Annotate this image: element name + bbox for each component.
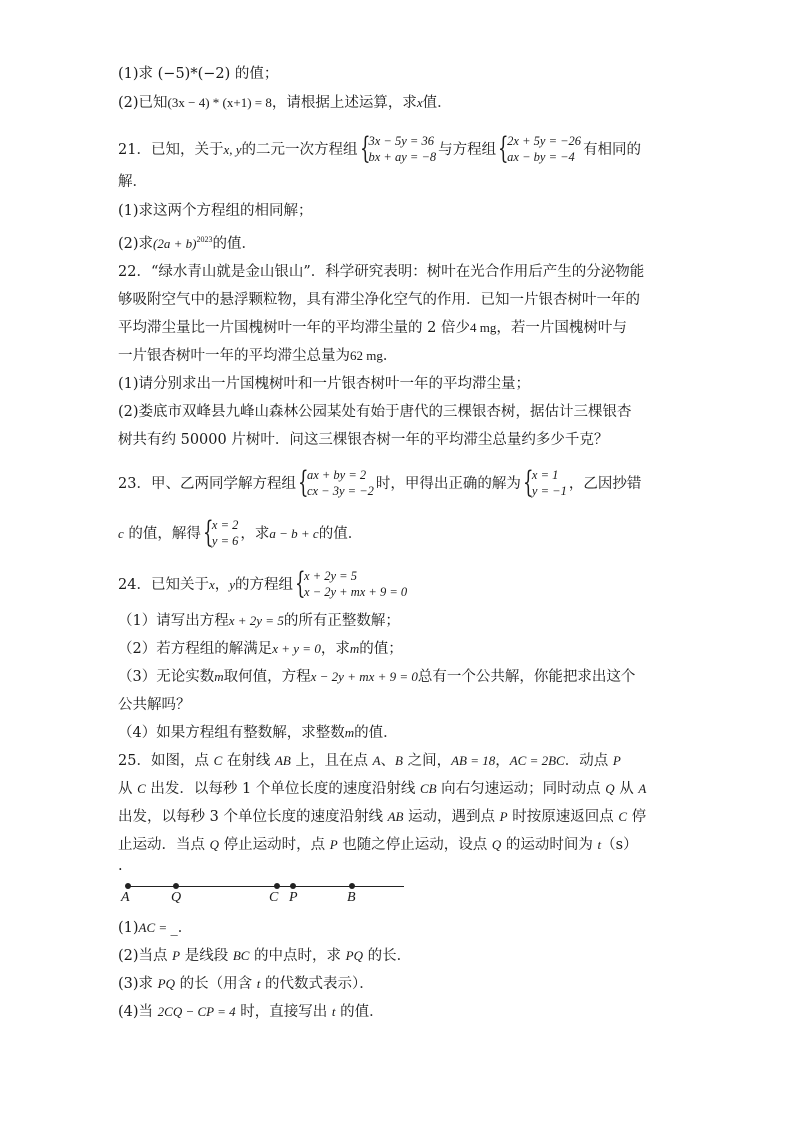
q24-part3	[118, 667, 635, 687]
q25-ray-diagram	[118, 878, 418, 908]
q22-line4-b: ．	[382, 348, 398, 364]
point-b-dot	[349, 883, 355, 889]
q22-line2	[118, 290, 640, 310]
q25-p2-pq: PQ	[345, 948, 364, 963]
q20-part2	[118, 93, 452, 113]
q22-part2-line2-text: 树共有约 50000 片树叶．问这三棵银杏树一年的平均滞尘总量约多少千克？	[118, 432, 609, 448]
q25-l1-h: AC = 2BC	[509, 753, 565, 768]
q24-sys-eq2: x − 2y + mx + 9 = 0	[304, 585, 408, 599]
point-a-dot	[125, 883, 131, 889]
q24-var-y: y	[229, 577, 236, 592]
q24-var-x: x	[208, 577, 215, 592]
q20-part1	[118, 64, 278, 84]
q24-part2-b: ，求	[320, 641, 350, 657]
q24-part1-b: 的所有正整数解；	[283, 613, 400, 629]
q24-part4-a: （4）如果方程组有整数解，求整数	[118, 725, 345, 741]
q24-part3-c: 总有一个公共解，你能把求出这个	[417, 669, 636, 685]
q25-l3-b: 运动，遇到点	[403, 809, 500, 825]
q23-post: ，乙因抄错	[568, 476, 642, 492]
q25-l1-a-pt: A	[372, 753, 381, 768]
q21-post: 有相同的	[583, 142, 642, 158]
q25-p1-expr: AC =	[138, 920, 171, 935]
point-c-label: C	[269, 890, 279, 905]
q25-l4-c: 也随之停止运动，设点	[337, 837, 492, 853]
q24-system: { x + 2y = 5 x − 2y + mx + 9 = 0	[295, 566, 408, 601]
point-q-label: Q	[171, 890, 182, 905]
q25-p2-c: 的中点时，求	[249, 948, 346, 964]
q25-p3-c: 的代数式表示）．	[260, 976, 374, 992]
q25-line1	[118, 751, 621, 771]
q24-part2-expr: x + y = 0	[272, 641, 321, 656]
q24-part4-b: 的值．	[354, 725, 398, 741]
q25-l1-e: 之间，	[402, 753, 452, 769]
q20-part2-pre: (2)已知	[118, 95, 168, 111]
q25-l1-f: AB = 18	[451, 753, 496, 768]
q20-part2-post: ，请根据上述运算，求	[271, 95, 417, 111]
q23-system: { ax + by = 2 cx − 3y = −2	[297, 465, 374, 500]
q23-line2-b: ，求	[240, 526, 270, 542]
q24-part3-a: （3）无论实数	[118, 669, 215, 685]
q21-line2	[118, 172, 147, 192]
q25-p2-p: P	[172, 948, 181, 963]
point-p-label: P	[289, 890, 298, 905]
point-p-dot	[290, 883, 296, 889]
q25-p4-b: 时，直接写出	[235, 1004, 332, 1020]
q25-p4-t: t	[331, 1004, 336, 1019]
q21-sys1-eq2: bx + ay = −8	[368, 150, 437, 164]
point-a-label: A	[121, 890, 130, 905]
q21-sys2-eq2: ax − by = −4	[507, 150, 575, 164]
q25-l4-q: Q	[209, 837, 219, 852]
q21-sys2-eq1: 2x + 5y = −26	[507, 134, 582, 148]
q21-stem	[118, 133, 641, 167]
q25-l1-b-pt: B	[395, 753, 403, 768]
q21-pre: 21．已知，关于	[118, 142, 224, 158]
q21-part2-exp: 2023	[196, 235, 213, 244]
q24-part1-a: （1）请写出方程	[118, 613, 229, 629]
q25-p4-c: 的值．	[335, 1004, 384, 1020]
q24-part2	[118, 639, 403, 659]
q25-l3-p: P	[499, 809, 508, 824]
q20-part1-text: (1)求 (−5)*(−2) 的值；	[118, 66, 279, 82]
q22-line4-a: 一片银杏树叶一年的平均滞尘总量为	[118, 348, 350, 364]
q22-part2-line1	[118, 402, 632, 422]
q22-part2-line1-text: (2)娄底市双峰县九峰山森林公园某处有始于唐代的三棵银杏树，据估计三棵银杏	[118, 404, 632, 420]
q22-line1-text: 22．“绿水青山就是金山银山”．科学研究表明：树叶在光合作用后产生的分泌物能	[118, 264, 645, 280]
q22-line3-b: ，若一片国槐树叶与	[496, 320, 627, 336]
q25-l4-a: 止运动．当点	[118, 837, 210, 853]
q25-p4-a: (4)当	[118, 1004, 158, 1020]
q21-line2-text: 解．	[118, 174, 147, 190]
q24-post: 的方程组	[235, 577, 294, 593]
q24-part4	[118, 723, 398, 743]
q21-part1	[118, 201, 313, 221]
q24-part3-line2	[118, 695, 191, 715]
q25-l1-p: P	[612, 753, 621, 768]
q25-line5-text: .	[118, 858, 123, 874]
q24-part3-expr: x − 2y + mx + 9 = 0	[310, 669, 418, 684]
q23-solution-2: { x = 2 y = 6	[202, 515, 239, 550]
q24-part1	[118, 611, 400, 631]
q21-part2-post: 的值．	[212, 235, 256, 252]
q23-line2-var: c	[118, 526, 124, 541]
q25-l4-t: t	[597, 837, 602, 852]
q20-part2-end: 值．	[422, 95, 452, 111]
q23-sol1-x: x = 1	[531, 468, 559, 482]
q25-p3-t: t	[256, 976, 261, 991]
q24-part2-a: （2）若方程组的解满足	[118, 641, 273, 657]
q25-l4-q2: Q	[491, 837, 502, 852]
q21-mid1: 的二元一次方程组	[241, 142, 358, 158]
q25-line2	[118, 779, 646, 799]
q21-part2-base: (2a + b)	[153, 235, 197, 251]
q22-line2-text: 够吸附空气中的悬浮颗粒物，具有滞尘净化空气的作用．已知一片银杏树叶一年的	[118, 292, 640, 308]
q24-mid: ，	[214, 577, 230, 593]
q25-l4-e: （s）	[601, 837, 638, 853]
q25-l2-d: 从	[614, 781, 639, 797]
q25-l2-a-pt: A	[638, 781, 647, 796]
q25-l3-a: 出发，以每秒 3 个单位长度的速度沿射线	[118, 809, 388, 825]
q23-line2-c: 的值．	[318, 526, 363, 542]
point-c-dot	[274, 883, 280, 889]
q25-l3-c: 时按原速返回点	[507, 809, 619, 825]
q24-part4-var: m	[344, 725, 355, 740]
q25-l2-q: Q	[605, 781, 615, 796]
q22-part1-text: (1)请分别求出一片国槐树叶和一片银杏树叶一年的平均滞尘量；	[118, 376, 531, 392]
ray-line	[128, 886, 404, 887]
q25-p1-a: (1)	[118, 920, 139, 936]
q22-line4	[118, 346, 397, 366]
q23-pre: 23．甲、乙两同学解方程组	[118, 476, 296, 492]
q24-part3-b: 取何值，方程	[223, 669, 311, 685]
q23-line1	[118, 467, 641, 501]
q22-part1	[118, 374, 530, 394]
q25-l3-ab: AB	[387, 809, 404, 824]
q23-solution-1: { x = 1 y = −1	[522, 465, 567, 500]
q24-stem	[118, 568, 409, 602]
q25-line4	[118, 835, 638, 855]
q25-part4	[118, 1002, 384, 1022]
q20-part2-expr: (3x − 4) * (x+1) = 8	[167, 95, 272, 110]
q24-part3-var: m	[214, 669, 224, 684]
q22-line1	[118, 262, 644, 282]
q25-l3-c-pt: C	[618, 809, 628, 824]
q23-sys-eq2: cx − 3y = −2	[306, 484, 374, 498]
q25-line5	[118, 856, 123, 876]
q24-part2-var: m	[349, 641, 360, 656]
q25-l4-p: P	[329, 837, 338, 852]
q21-system-1: { 3x − 5y = 36 bx + ay = −8	[359, 131, 437, 166]
q25-p4-expr: 2CQ − CP = 4	[157, 1004, 236, 1019]
q24-sys-eq1: x + 2y = 5	[304, 569, 357, 583]
q25-l1-c: C	[213, 753, 223, 768]
q23-line2-a: 的值，解得	[123, 526, 201, 542]
q25-p2-b: 是线段	[180, 948, 233, 964]
q25-l1-b: 在射线	[222, 753, 275, 769]
q25-part1	[118, 918, 192, 938]
q23-sys-eq1: ax + by = 2	[306, 468, 367, 482]
q25-l2-cb: CB	[419, 781, 437, 796]
q24-part2-c: 的值；	[359, 641, 403, 657]
q25-p2-d: 的长．	[363, 948, 412, 964]
q25-p3-a: (3)求	[118, 976, 158, 992]
q25-part3	[118, 974, 374, 994]
q25-l1-d: 、	[380, 753, 396, 769]
q25-l1-a: 25．如图，点	[118, 753, 214, 769]
q25-l4-d: 的运动时间为	[501, 837, 598, 853]
q25-l4-b: 停止运动时，点	[219, 837, 330, 853]
q25-p1-b: _．	[170, 920, 193, 936]
q25-l1-c2: 上，且在点	[290, 753, 373, 769]
q22-line4-value: 62 mg	[350, 348, 383, 363]
q25-l2-b: 出发．以每秒 1 个单位长度的速度沿射线	[145, 781, 420, 797]
q25-l2-c: C	[137, 781, 146, 796]
q22-line3-a: 平均滞尘量比一片国槐树叶一年的平均滞尘量的 2 倍少	[118, 320, 470, 336]
q21-sys1-eq1: 3x − 5y = 36	[368, 134, 434, 148]
q25-p2-bc: BC	[232, 948, 250, 963]
q21-vars: x, y	[223, 142, 242, 157]
q25-l2-c2: 向右匀速运动；同时动点	[436, 781, 606, 797]
q23-sol2-x: x = 2	[211, 518, 239, 532]
q23-sol2-y: y = 6	[211, 534, 239, 548]
q25-l2-a: 从	[118, 781, 138, 797]
q25-l1-g: ，	[495, 753, 510, 769]
q25-p2-a: (2)当点	[118, 948, 173, 964]
q25-l1-i: ．动点	[564, 753, 613, 769]
q25-l1-ab: AB	[274, 753, 291, 768]
q25-part2	[118, 946, 411, 966]
q21-part2	[118, 230, 256, 254]
q22-line3-value: 4 mg	[469, 320, 497, 335]
q22-line3	[118, 318, 627, 338]
q23-sol1-y: y = −1	[531, 484, 567, 498]
q25-l3-d: 停	[627, 809, 647, 825]
q24-part1-expr: x + 2y = 5	[228, 613, 284, 628]
q25-p3-b: 的长（用含	[175, 976, 257, 992]
q23-mid: 时，甲得出正确的解为	[375, 476, 521, 492]
q21-mid2: 与方程组	[438, 142, 497, 158]
q25-line3	[118, 807, 646, 827]
point-q-dot	[173, 883, 179, 889]
q23-line2	[118, 517, 362, 551]
q24-part3-line2-text: 公共解吗？	[118, 697, 191, 713]
q22-part2-line2	[118, 430, 608, 450]
q21-part2-pre: (2)求	[118, 235, 154, 252]
q24-pre: 24．已知关于	[118, 577, 209, 593]
q20-part2-var: x	[416, 95, 423, 110]
q23-line2-expr: a − b + c	[269, 526, 319, 541]
q21-part1-text: (1)求这两个方程组的相同解；	[118, 203, 313, 219]
point-b-label: B	[347, 890, 356, 905]
q25-p3-pq: PQ	[157, 976, 175, 991]
q21-system-2: { 2x + 5y = −26 ax − by = −4	[498, 131, 582, 166]
